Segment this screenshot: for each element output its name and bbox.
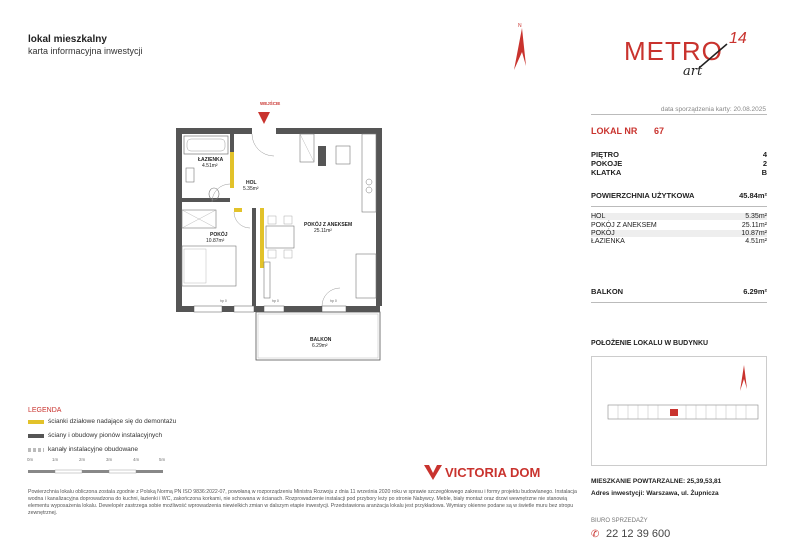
room-value: 25.11m²	[741, 222, 767, 229]
scale-label: 5m	[159, 457, 166, 462]
legend-item	[28, 446, 138, 453]
building-outline	[592, 357, 766, 465]
room-value: 5.35m²	[745, 213, 767, 220]
sales-office-label: BIURO SPRZEDAŻY	[591, 518, 648, 524]
detail-label: PIĘTRO	[591, 150, 619, 159]
similar-units: MIESZKANIE POWTARZALNE: 25,39,53,81	[591, 478, 722, 485]
footnote: Powierzchnia lokalu obliczona zostala zgodnie z Polską Normą PN ISO 9836:2022-07, powołaną w rozporządzeniu Ministra Rozwoju z dnia 11 września 2020 roku w sprawie szczegółowego zakresu i formy projektu budowlanego. Instalacja wodna i kanalizacyjna doprowadzona do kuchni, łazienki i WC, zakończona korkami, nie schowana w ścianach. Rozprowadzenie instalacji pod przybory leży po stronie Nabywcy. Meble, biały montaż oraz drzwi wewnętrzne nie stanowią elementu wyposażenia lokalu. Dewelopér zastrzega sobie możliwość wprowadzenia niewielkich zmian w dalszym etapie inwestycji. Przedstawiona aranżacja lokalu jest przykładowa. Wymiary okienne podane są w świetle muru bez stropu zewnętrznej.	[28, 489, 577, 516]
svg-text:N: N	[518, 23, 522, 29]
detail-row-staircase	[591, 168, 767, 177]
victoria-dom-logo-icon	[423, 462, 443, 482]
room-area-pokoj-aneks: 25.11m²	[314, 228, 332, 234]
lokal-label: LOKAL NR	[591, 126, 638, 136]
room-label: HOL	[591, 213, 606, 220]
usable-area-row	[591, 191, 767, 200]
detail-value: 4	[762, 150, 767, 159]
room-label: POKÓJ Z ANEKSEM	[591, 222, 657, 229]
scale-label: 0m	[27, 457, 34, 462]
scale-bar	[27, 457, 168, 480]
detail-row-floor	[591, 150, 767, 159]
svg-text:hp 0: hp 0	[272, 299, 279, 303]
legend-swatch-hatched	[28, 448, 44, 452]
room-label-hol: HOL	[246, 180, 257, 186]
lokal-number: 67	[654, 126, 665, 136]
room-row	[591, 213, 767, 220]
scale-label: 3m	[106, 457, 113, 462]
legend-title: LEGENDA	[28, 407, 62, 414]
legend-swatch-dark	[28, 434, 44, 438]
legend-item	[28, 418, 176, 425]
room-label-balkon: BALKON	[310, 337, 332, 343]
scale-label: 1m	[52, 457, 59, 462]
detail-value: 2	[762, 159, 767, 168]
document-subtitle: karta informacyjna inwestycji	[28, 46, 143, 56]
area-label: POWIERZCHNIA UŻYTKOWA	[591, 191, 695, 200]
detail-row-rooms	[591, 159, 767, 168]
scale-bar-graphic	[28, 469, 168, 475]
room-area-lazienka: 4.51m²	[202, 163, 218, 169]
balcony-label: BALKON	[591, 287, 624, 296]
logo-number: 14	[729, 30, 747, 47]
room-row	[591, 222, 767, 229]
room-area-balkon: 6.29m²	[312, 343, 328, 349]
logo-suffix: art	[683, 64, 703, 79]
detail-label: KLATKA	[591, 168, 622, 177]
room-label-pokoj-aneks: POKÓJ Z ANEKSEM	[304, 222, 353, 228]
legend-label: kanały instalacyjne obudowane	[48, 446, 138, 453]
detail-label: POKOJE	[591, 159, 623, 168]
room-area-pokoj: 10.87m²	[206, 238, 225, 244]
balcony-row	[591, 287, 767, 296]
legend-label: ściany i obudowy pionów instalacyjnych	[48, 432, 163, 439]
position-title: POŁOŻENIE LOKALU W BUDYNKU	[591, 340, 709, 347]
entrance-label: WEJŚCIE	[260, 101, 281, 106]
phone-number[interactable]: 22 12 39 600	[606, 528, 671, 540]
room-label-pokoj: POKÓJ	[210, 232, 228, 238]
legend-item	[28, 432, 162, 439]
card-date: data sporządzenia karty: 20.08.2025	[660, 106, 766, 113]
logo-swoosh-icon	[697, 40, 731, 70]
developer-name: VICTORIA DOM	[445, 465, 541, 480]
svg-text:hp 0: hp 0	[220, 299, 227, 303]
detail-value: B	[761, 168, 767, 177]
room-row	[591, 230, 767, 237]
area-value: 45.84m²	[739, 191, 767, 200]
svg-text:hp 0: hp 0	[330, 299, 337, 303]
scale-label: 2m	[79, 457, 86, 462]
divider	[591, 302, 767, 303]
room-area-hol: 5.35m²	[243, 186, 259, 192]
unit-highlight	[670, 409, 678, 416]
north-arrow-icon	[510, 22, 530, 74]
room-row	[591, 238, 767, 245]
room-label: POKÓJ	[591, 230, 615, 237]
legend-label: ścianki działowe nadające się do demontażu	[48, 418, 177, 425]
room-label: ŁAZIENKA	[591, 238, 625, 245]
divider	[591, 206, 767, 207]
scale-label: 4m	[133, 457, 140, 462]
room-label-lazienka: ŁAZIENKA	[198, 157, 224, 163]
legend-swatch-yellow	[28, 420, 44, 424]
building-location-map	[591, 356, 767, 466]
entrance-arrow-icon	[258, 112, 270, 124]
balcony-value: 6.29m²	[743, 287, 767, 296]
room-value: 10.87m²	[741, 230, 767, 237]
divider	[591, 114, 767, 115]
room-value: 4.51m²	[745, 238, 767, 245]
investment-address: Adres inwestycji: Warszawa, ul. Żupnicza	[591, 490, 719, 497]
logo-brand: METRO	[624, 36, 723, 66]
phone-icon: ✆	[591, 529, 600, 540]
document-title: lokal mieszkalny	[28, 34, 107, 45]
